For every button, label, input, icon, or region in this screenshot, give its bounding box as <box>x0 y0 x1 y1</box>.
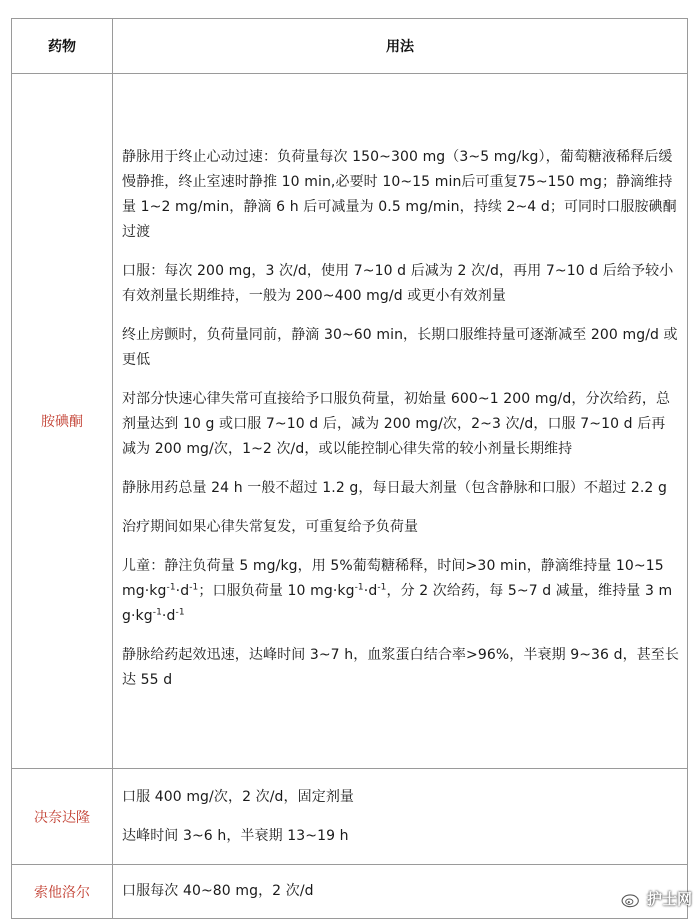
table-header-row <box>12 19 688 74</box>
table-row <box>12 769 688 865</box>
usage-paragraph-child <box>122 554 679 629</box>
usage-paragraph: 终止房颤时，负荷量同前，静滴 30~60 min，长期口服维持量可逐渐减至 200 mg/d 或更低 <box>122 327 678 368</box>
usage-paragraph: 口服 400 mg/次，2 次/d，固定剂量 <box>122 788 355 805</box>
superscript: -1 <box>175 607 185 618</box>
child-text-2: ·d <box>175 583 190 599</box>
child-text-3: ；口服负荷量 10 mg·kg <box>198 583 355 599</box>
usage-cell <box>113 769 688 865</box>
drug-name: 胺碘酮 <box>12 74 113 769</box>
superscript: -1 <box>189 582 199 593</box>
usage-paragraph: 静脉给药起效迅速，达峰时间 3~7 h，血浆蛋白结合率>96%，半衰期 9~36 d，甚至长达 55 d <box>122 647 680 688</box>
usage-paragraph: 静脉用药总量 24 h 一般不超过 1.2 g，每日最大剂量（包含静脉和口服）不超过 2.2 g <box>122 480 667 496</box>
usage-paragraph: 对部分快速心律失常可直接给予口服负荷量，初始量 600~1 200 mg/d，分次给药，总剂量达到 10 g 或口服 7~10 d 后，减为 200 mg/次，2~3 次/d，口服 7~10 d 后再减为 200 mg/次，1~2 次/d，或以能控制心律失常的较小剂量长期维持 <box>122 391 671 457</box>
dosage-table <box>11 18 688 919</box>
superscript: -1 <box>152 607 162 618</box>
child-text-6: ·d <box>161 608 176 624</box>
child-text-5: ，分 2 次给药，每 5~7 d 减量，维持量 3 mg·kg <box>122 583 673 624</box>
table-row <box>12 74 688 769</box>
usage-paragraph: 静脉用于终止心动过速：负荷量每次 150~300 mg（3~5 mg/kg），葡萄糖液稀释后缓慢静推，终止室速时静推 10 min,必要时 10~15 min后可重复75~150 mg；静滴维持量 1~2 mg/min，静滴 6 h 后可减量为 0.5 mg/min，持续 2~4 d；可同时口服胺碘酮过渡 <box>122 149 677 240</box>
usage-paragraph: 口服每次 40~80 mg，2 次/d <box>122 883 314 899</box>
usage-paragraph: 达峰时间 3~6 h，半衰期 13~19 h <box>122 827 349 844</box>
usage-cell <box>113 865 688 919</box>
watermark-text: 护士网 <box>646 890 692 908</box>
usage-paragraph: 口服：每次 200 mg，3 次/d，使用 7~10 d 后减为 2 次/d，再用 7~10 d 后给予较小有效剂量长期维持，一般为 200~400 mg/d 或更小有效剂量 <box>122 263 674 304</box>
drug-name: 索他洛尔 <box>12 865 113 919</box>
superscript: -1 <box>377 582 387 593</box>
watermark <box>621 888 692 909</box>
weibo-logo-icon <box>621 890 643 908</box>
header-drug: 药物 <box>12 19 113 74</box>
superscript: -1 <box>354 582 364 593</box>
superscript: -1 <box>166 582 176 593</box>
usage-paragraph: 治疗期间如果心律失常复发，可重复给予负荷量 <box>122 519 419 535</box>
header-usage: 用法 <box>113 19 688 74</box>
child-text-4: ·d <box>363 583 378 599</box>
drug-name: 决奈达隆 <box>12 769 113 865</box>
usage-cell <box>113 74 688 769</box>
table-row <box>12 865 688 919</box>
child-text-1: 儿童：静注负荷量 5 mg/kg，用 5%葡萄糖稀释，时间>30 min，静滴维持量 10~15 mg·kg <box>122 558 664 599</box>
